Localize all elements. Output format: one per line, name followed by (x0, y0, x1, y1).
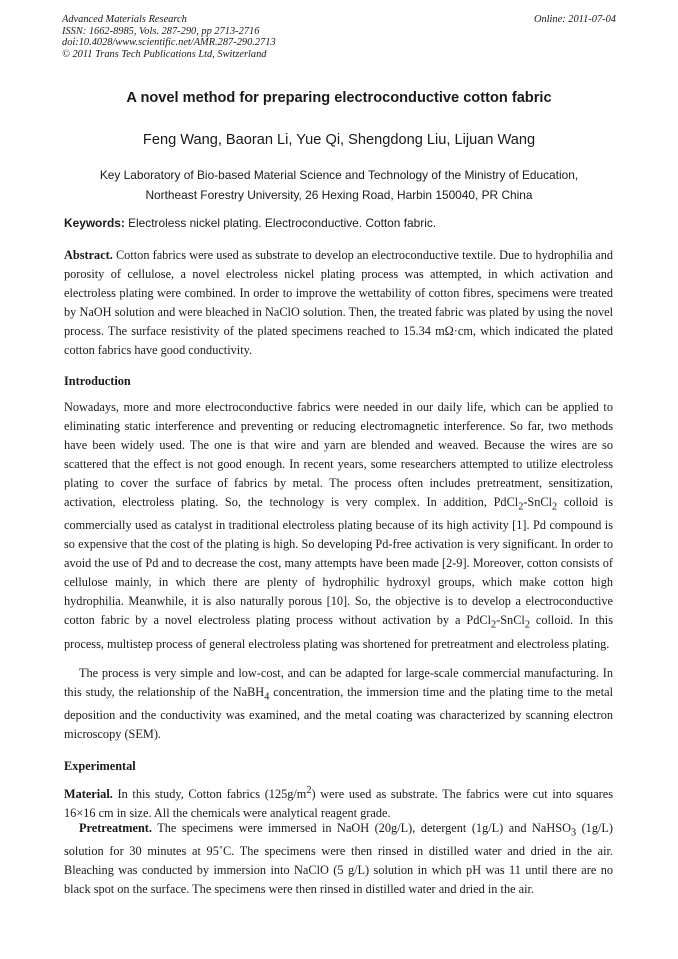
text-run: The specimens were immersed in NaOH (20g/L), detergent (1g/L) and NaHSO (157, 821, 571, 835)
text-run: concentration, the immersion time and the plating time to the metal deposition and the conductivity was examined, and the metal coating was characterized by scanning electron microscopy (SEM). (64, 685, 613, 742)
experimental-heading: Experimental (64, 759, 136, 773)
subscript: 4 (264, 691, 270, 703)
introduction-paragraph-1 (64, 398, 613, 654)
text-run: ) were used as substrate. The fabrics were cut into squares 16×16 cm in size. All the chemicals were analytical reagent grade. (64, 787, 613, 821)
affiliation-line-1: Key Laboratory of Bio-based Material Science and Technology of the Ministry of Education, (99, 168, 579, 182)
text-run: -SnCl (523, 495, 553, 509)
text-run: The process is very simple and low-cost, and can be adapted for large-scale commercial manufacturing. In this study, the relationship of the NaBH (64, 666, 613, 699)
superscript: 2 (306, 785, 312, 796)
text-run: -SnCl (496, 613, 525, 628)
doi-line: doi:10.4028/www.scientific.net/AMR.287-290.2713 (62, 37, 276, 49)
author-list: Feng Wang, Baoran Li, Yue Qi, Shengdong Liu, Lijuan Wang (142, 132, 536, 148)
text-run: (1g/L) solution for 30 minutes at 95˚C. The specimens were then rinsed in distilled water and dried in the air. Bleaching was conducted by immersion into NaClO (5 g/L) solution in which pH was 11 until there are no black spot on the surface. The specimens were then rinsed in distilled water and dried in the air. (64, 821, 613, 897)
keywords-label: Keywords: (64, 216, 125, 230)
pretreatment-paragraph (64, 819, 613, 899)
paper-title: A novel method for preparing electroconductive cotton fabric (126, 90, 552, 106)
subscript: 3 (570, 827, 577, 839)
text-run: Nowadays, more and more electroconductive fabrics were needed in our daily life, which can be applied to eliminating static interference and preventing or reducing electromagnetic interference. So far, two methods have been widely used. The one is that wire and yarn are blended and weaved. Because the wires are so scattered that the effect is not good enough. In recent years, some researchers attempted to utilize electroless plating to cover the surface of fabrics by metal. The process often includes pretreatment, sensitization, activation, electroless plating. So, the technology is very complex. In addition, PdCl (64, 400, 613, 509)
material-label: Material. (64, 787, 113, 802)
journal-header (62, 14, 422, 60)
affiliation (0, 166, 678, 205)
affiliation-line-2: Northeast Forestry University, 26 Hexing Road, Harbin 150040, PR China (145, 187, 533, 202)
journal-name: Advanced Materials Research (62, 14, 187, 25)
text-run: In this study, Cotton fabrics (125g/m (117, 787, 307, 802)
subscript: 2 (552, 501, 558, 513)
keywords (64, 216, 616, 230)
issn-line: ISSN: 1662-8985, Vols. 287-290, pp 2713-2716 (62, 25, 260, 37)
abstract-label: Abstract. (64, 248, 113, 262)
online-date: Online: 2011-07-04 (533, 14, 616, 25)
material-paragraph (64, 781, 613, 823)
introduction-heading: Introduction (64, 374, 131, 388)
abstract (64, 246, 613, 360)
pretreatment-label: Pretreatment. (79, 821, 152, 835)
abstract-text: Cotton fabrics were used as substrate to develop an electroconductive textile. Due to hydrophilia and porosity of cellulose, a novel electroless nickel plating process was attempted, in which activation and electroless plating were combined. In order to improve the wettability of cotton fibres, specimens were treated by NaOH solution and were bleached in NaClO solution. Then, the treated fabric was plated by using the novel process. The surface resistivity of the plated specimens reached to 15.34 mΩ·cm, which indicated the plated cotton fabrics have good conductivity. (64, 248, 613, 357)
subscript: 2 (491, 619, 497, 631)
subscript: 2 (524, 619, 530, 631)
copyright-line: © 2011 Trans Tech Publications Ltd, Switzerland (62, 48, 267, 60)
keywords-text: Electroless nickel plating. Electroconductive. Cotton fabric. (128, 216, 437, 230)
subscript: 2 (518, 501, 524, 513)
text-run: colloid is commercially used as catalyst in traditional electroless plating because of its high activity [1]. Pd compound is so expensive that the cost of the plating is high. So developing Pd-free activation is very significant. In order to avoid the use of Pd and to decrease the cost, many attempts have been made [2-9]. Moreover, cotton consists of cellulose mainly, in which there are plenty of hydrophilic hydroxyl groups, which make cotton high hydrophilia. Meanwhile, it is also naturally porous [10]. So, the objective is to develop a electroconductive cotton fabric by a novel electroless plating process without activation by a PdCl (64, 495, 613, 628)
text-run: colloid. In this process, multistep process of general electroless plating was shortened for pretreatment and electroless plating. (64, 613, 613, 651)
introduction-paragraph-2 (64, 664, 613, 744)
